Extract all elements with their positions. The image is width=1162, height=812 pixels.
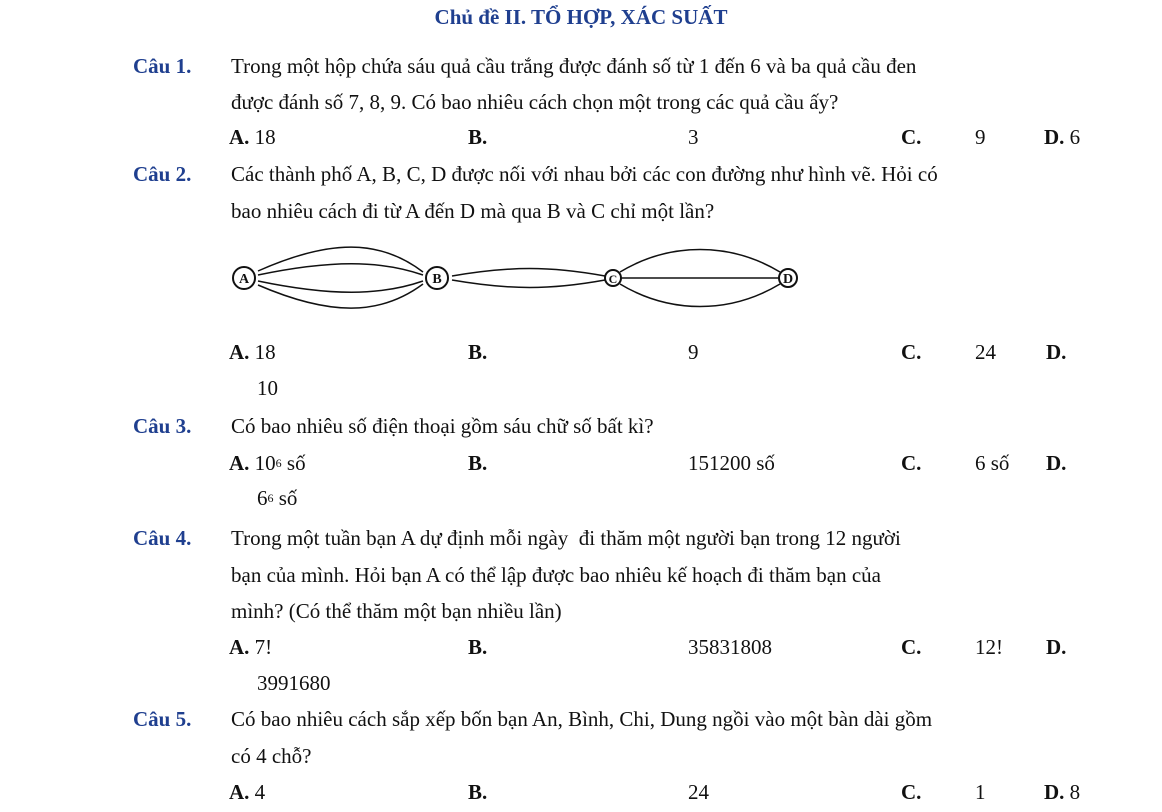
q3-option-b-value: 151200 số: [688, 451, 775, 475]
q4-option-d-value: 3991680: [257, 671, 331, 695]
question-5-text-line-2: có 4 chỗ?: [231, 744, 312, 768]
node-c-label: C: [608, 272, 618, 286]
road-b-c-1: [452, 269, 605, 277]
node-b-label: B: [432, 272, 442, 287]
question-2-text-line-1: Các thành phố A, B, C, D được nối với nhau bởi các con đường như hình vẽ. Hỏi có: [231, 162, 938, 186]
road-a-b-2: [258, 264, 423, 275]
q3-option-c-value: 6 số: [975, 451, 1010, 475]
question-3-text: Có bao nhiêu số điện thoại gồm sáu chữ số bất kì?: [231, 414, 654, 438]
node-d-label: D: [782, 272, 794, 287]
road-c-d-3: [620, 284, 780, 307]
q5-option-c-value: 1: [975, 780, 986, 804]
question-4-text-line-3: mình? (Có thể thăm một bạn nhiều lần): [231, 599, 562, 623]
question-1-text-line-2: được đánh số 7, 8, 9. Có bao nhiêu cách chọn một trong các quả cầu ấy?: [231, 90, 839, 114]
question-5-text-line-1: Có bao nhiêu cách sắp xếp bốn bạn An, Bình, Chi, Dung ngồi vào một bàn dài gồm: [231, 707, 933, 731]
q5-option-d: D. 8: [1044, 780, 1081, 804]
question-4-text-line-2: bạn của mình. Hỏi bạn A có thể lập được bao nhiêu kế hoạch đi thăm bạn của: [231, 563, 881, 587]
q5-option-c-label: C.: [901, 780, 922, 804]
q3-option-d-label: D.: [1046, 451, 1067, 475]
question-3-label: Câu 3.: [133, 414, 192, 438]
q2-option-d-label: D.: [1046, 340, 1067, 364]
q2-option-c-label: C.: [901, 340, 922, 364]
q1-option-c-value: 9: [975, 125, 986, 149]
q4-option-b-label: B.: [468, 635, 488, 659]
q2-option-a: A. 18: [229, 340, 276, 364]
road-c-d-1: [620, 250, 780, 273]
q5-option-b-value: 24: [688, 780, 709, 804]
q5-option-b-label: B.: [468, 780, 488, 804]
question-2-text-line-2: bao nhiêu cách đi từ A đến D mà qua B và C chỉ một lần?: [231, 199, 715, 223]
q4-option-d-label: D.: [1046, 635, 1067, 659]
q1-option-b-label: B.: [468, 125, 488, 149]
question-1-text-line-1: Trong một hộp chứa sáu quả cầu trắng được đánh số từ 1 đến 6 và ba quả cầu đen: [231, 54, 917, 78]
road-b-c-2: [452, 280, 605, 288]
q1-option-c-label: C.: [901, 125, 922, 149]
q3-option-b-label: B.: [468, 451, 488, 475]
q2-option-c-value: 24: [975, 340, 996, 364]
question-1-label: Câu 1.: [133, 54, 192, 78]
q4-option-c-label: C.: [901, 635, 922, 659]
q4-option-b-value: 35831808: [688, 635, 772, 659]
q2-option-d-value: 10: [257, 376, 278, 400]
q3-option-c-label: C.: [901, 451, 922, 475]
q2-option-b-label: B.: [468, 340, 488, 364]
q3-option-a: A. $10^6$ số: [229, 451, 306, 475]
city-road-diagram: [220, 238, 820, 318]
q1-option-b-value: 3: [688, 125, 699, 149]
q2-option-b-value: 9: [688, 340, 699, 364]
q1-option-a: A. 18: [229, 125, 276, 149]
node-a-label: A: [238, 272, 250, 287]
q4-option-c-value: 12!: [975, 635, 1003, 659]
question-2-label: Câu 2.: [133, 162, 192, 186]
question-4-text-line-1: Trong một tuần bạn A dự định mỗi ngày đi thăm một người bạn trong 12 người: [231, 526, 901, 550]
page-title: Chủ đề II. TỔ HỢP, XÁC SUẤT: [434, 5, 728, 29]
q3-option-d-value: $6^6$ số: [257, 486, 298, 510]
q1-option-d: D. 6: [1044, 125, 1081, 149]
q5-option-a: A. 4: [229, 780, 266, 804]
question-4-label: Câu 4.: [133, 526, 192, 550]
question-5-label: Câu 5.: [133, 707, 192, 731]
q4-option-a: A. 7!: [229, 635, 273, 659]
road-a-b-3: [258, 281, 423, 292]
